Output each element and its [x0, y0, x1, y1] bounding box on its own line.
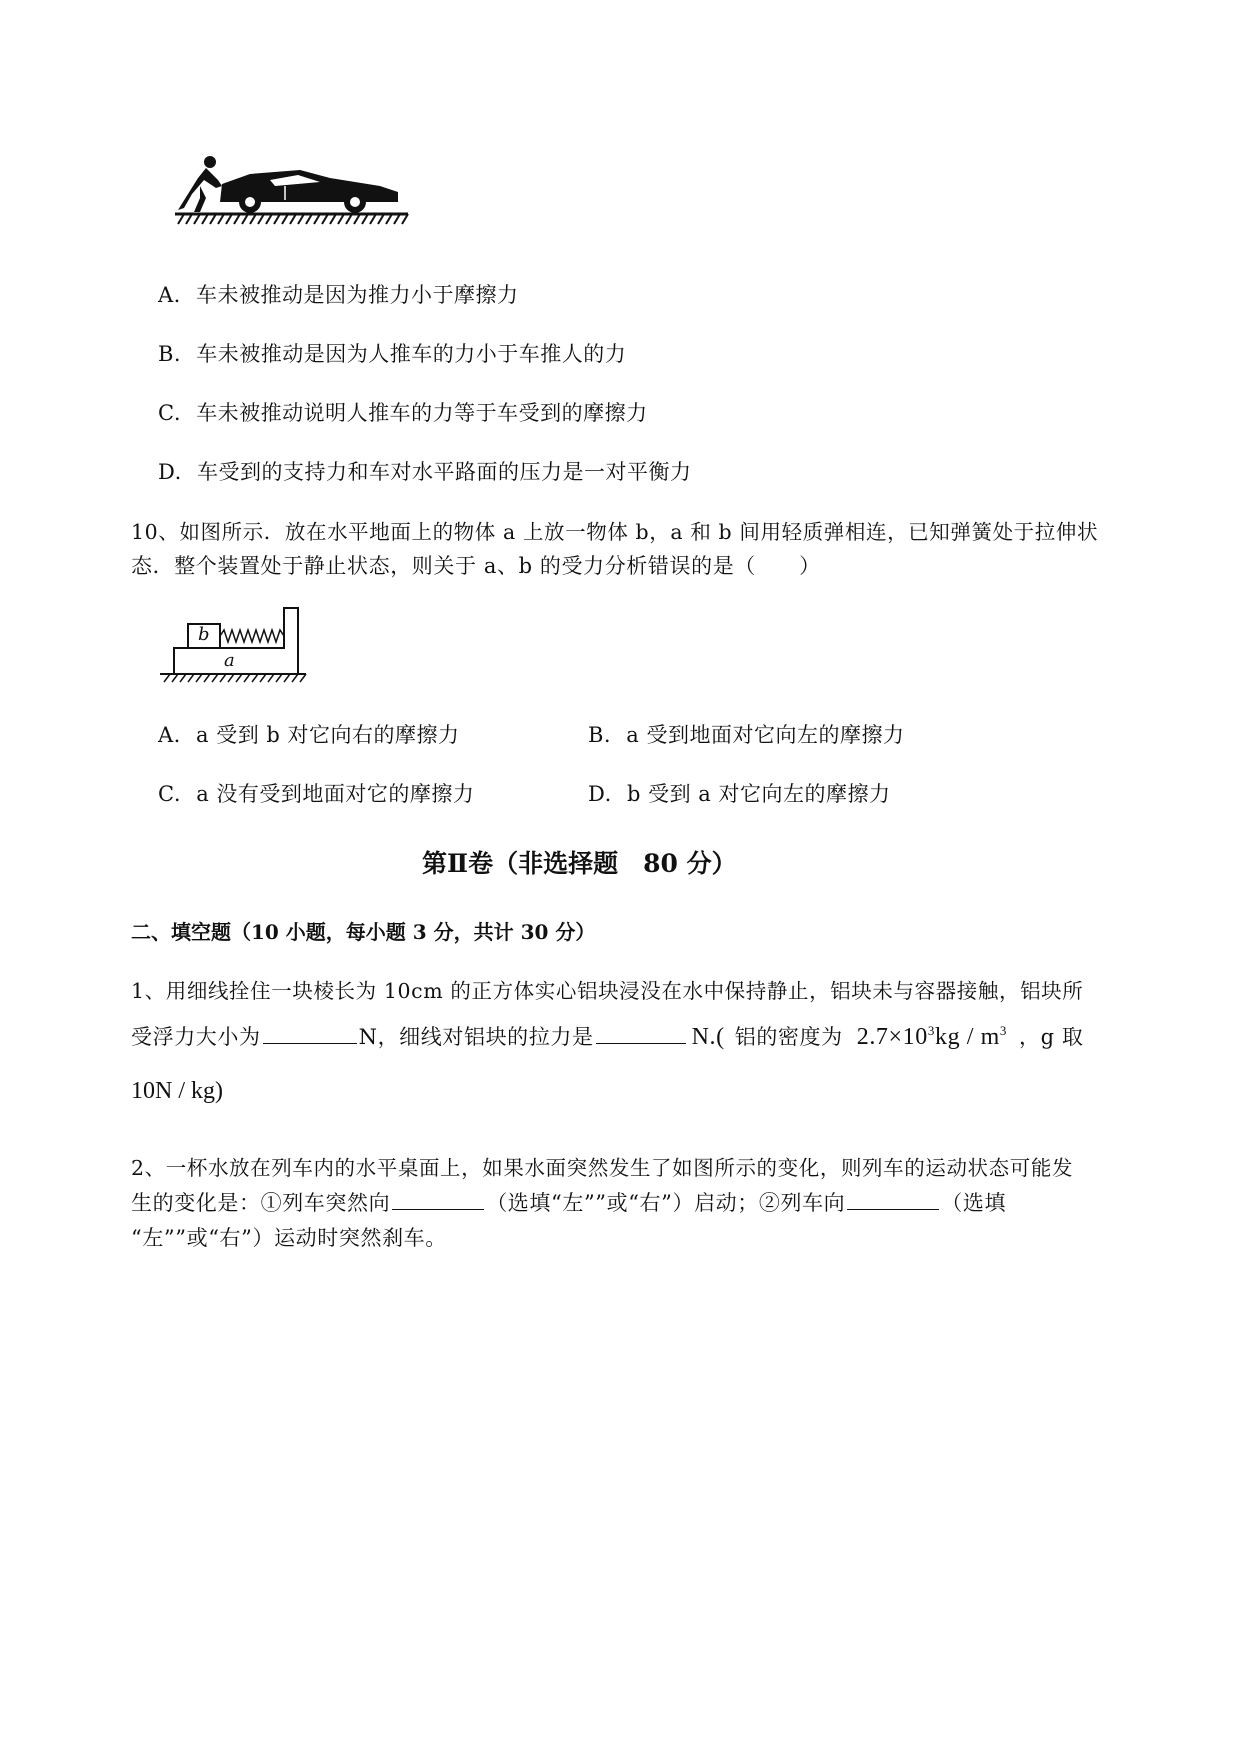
fill1-text-b: N，细线对铝块的拉力是: [358, 1025, 594, 1049]
q10-option-c[interactable]: [158, 778, 474, 808]
section-heading: 二、填空题（10 小题，每小题 3 分，共计 30 分）: [131, 920, 596, 944]
fill1-text-d: 铝的密度为: [734, 1025, 843, 1049]
option-label: C.: [158, 401, 181, 425]
fill2-blank-1[interactable]: [392, 1189, 484, 1210]
density-base: 2.7×10: [856, 1024, 928, 1050]
option-text: a 没有受到地面对它的摩擦力: [196, 782, 475, 806]
option-label: A.: [158, 723, 181, 747]
density-unit: kg / m: [934, 1024, 1000, 1050]
label-b: b: [198, 624, 210, 645]
option-text: a 受到地面对它向左的摩擦力: [626, 723, 905, 747]
fill2-line2: [131, 1187, 1006, 1217]
q9-option-a[interactable]: [158, 279, 519, 309]
fill2-line3: “左””或“右”）运动时突然刹车。: [131, 1226, 447, 1250]
density-unit-exp: 3: [999, 1023, 1008, 1038]
q10-stem-line1: 10、如图所示．放在水平地面上的物体 a 上放一物体 b，a 和 b 间用轻质弹相连，已知弹簧处于拉伸状: [131, 520, 1099, 544]
fill1-blank-1[interactable]: [263, 1023, 357, 1044]
fill1-line2: [131, 1021, 1084, 1051]
fill2-blank-2[interactable]: [847, 1189, 939, 1210]
q9-option-d[interactable]: [158, 456, 691, 486]
fill1-text-e: ，g 取: [1019, 1025, 1084, 1049]
option-text: 车未被推动说明人推车的力等于车受到的摩擦力: [196, 401, 648, 425]
car-pushing-figure: [170, 150, 415, 230]
option-label: A.: [158, 283, 181, 307]
option-text: a 受到 b 对它向右的摩擦力: [196, 723, 460, 747]
option-label: C.: [158, 782, 181, 806]
section-title: 第Ⅱ卷（非选择题 80 分）: [422, 849, 737, 878]
q9-option-c[interactable]: [158, 397, 648, 427]
density-value: [857, 1024, 1007, 1050]
spring-blocks-figure: [158, 604, 308, 686]
fill1-line1: 1、用细线拴住一块棱长为 10cm 的正方体实心铝块浸没在水中保持静止，铝块未与容器接触，铝块所: [131, 979, 1084, 1003]
q10-stem-line2: 态．整个装置处于静止状态，则关于 a、b 的受力分析错误的是（ ）: [131, 554, 821, 578]
option-label: D.: [588, 782, 612, 806]
option-text: 车未被推动是因为人推车的力小于车推人的力: [196, 342, 627, 366]
option-text: b 受到 a 对它向左的摩擦力: [626, 782, 891, 806]
q10-option-b[interactable]: [588, 719, 905, 749]
fill2-text-c: （选填: [941, 1191, 1007, 1215]
q10-option-d[interactable]: [588, 778, 890, 808]
fill1-text-a: 受浮力大小为: [131, 1025, 261, 1049]
label-a: a: [224, 650, 235, 671]
option-text: 车受到的支持力和车对水平路面的压力是一对平衡力: [196, 460, 692, 484]
option-label: B.: [158, 342, 182, 366]
fill2-line1: 2、一杯水放在列车内的水平桌面上，如果水面突然发生了如图所示的变化，则列车的运动状态可能发: [131, 1156, 1074, 1180]
option-label: B.: [588, 723, 612, 747]
fill1-text-c: N.(: [691, 1024, 725, 1050]
option-label: D.: [158, 460, 182, 484]
fill2-text-b: （选填“左””或“右”）启动；②列车向: [486, 1191, 846, 1215]
fill1-blank-2[interactable]: [596, 1023, 686, 1044]
fill2-text-a: 生的变化是：①列车突然向: [131, 1191, 391, 1215]
q9-option-b[interactable]: [158, 338, 626, 368]
fill1-line3: 10N / kg): [131, 1078, 223, 1104]
density-exp: 3: [927, 1023, 935, 1038]
option-text: 车未被推动是因为推力小于摩擦力: [196, 283, 519, 307]
q10-option-a[interactable]: [158, 719, 460, 749]
